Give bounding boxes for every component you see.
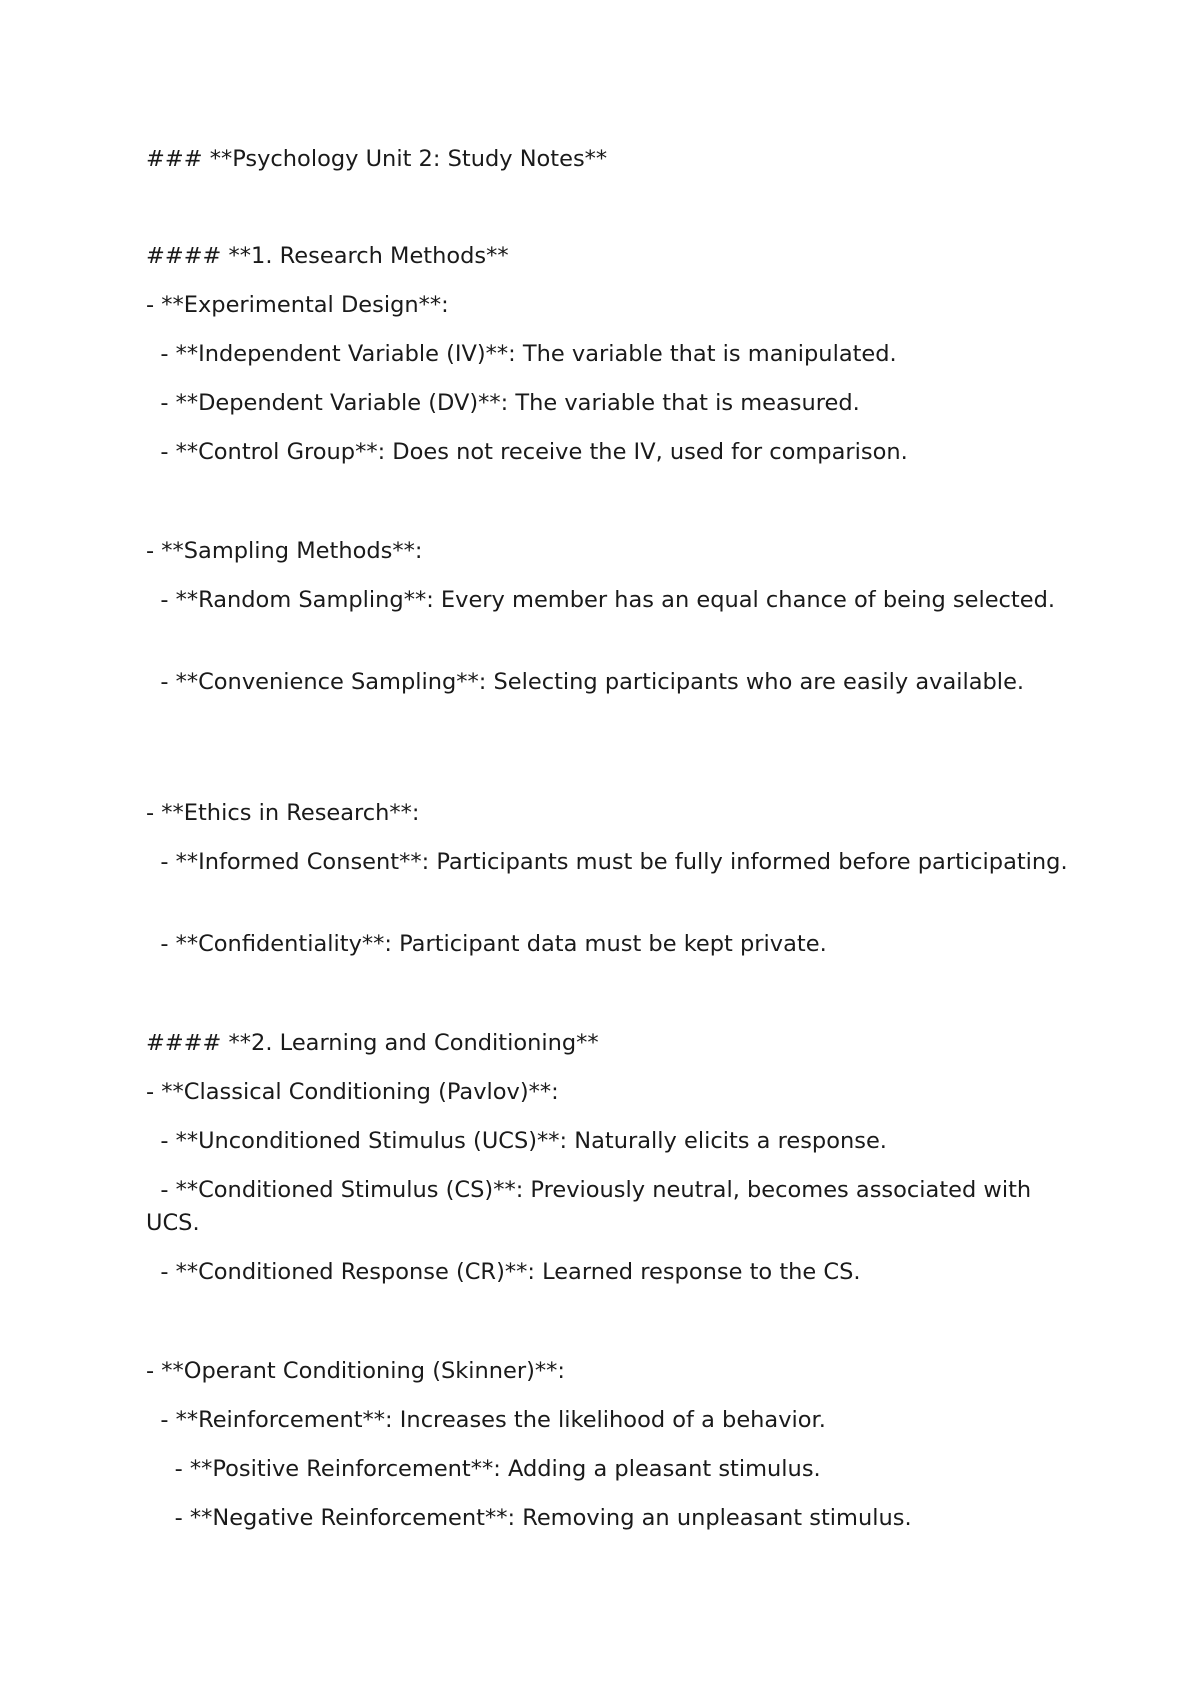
list-item: - **Confidentiality**: Participant data must be kept private. (146, 931, 827, 957)
list-item: - **Positive Reinforcement**: Adding a pleasant stimulus. (146, 1456, 821, 1482)
list-item: - **Dependent Variable (DV)**: The variable that is measured. (146, 390, 860, 416)
list-item: - **Independent Variable (IV)**: The variable that is manipulated. (146, 341, 897, 367)
list-item: - **Conditioned Response (CR)**: Learned response to the CS. (146, 1259, 861, 1285)
list-item: - **Unconditioned Stimulus (UCS)**: Naturally elicits a response. (146, 1128, 887, 1154)
list-item: - **Convenience Sampling**: Selecting participants who are easily available. (146, 669, 1025, 695)
list-item: - **Conditioned Stimulus (CS)**: Previously neutral, becomes associated with UCS. (146, 1177, 1039, 1236)
section-heading-research-methods: #### **1. Research Methods** (146, 243, 509, 269)
list-item: - **Classical Conditioning (Pavlov)**: (146, 1079, 559, 1105)
list-item: - **Experimental Design**: (146, 292, 449, 318)
list-item: - **Sampling Methods**: (146, 538, 423, 564)
list-item: - **Ethics in Research**: (146, 800, 420, 826)
list-item: - **Negative Reinforcement**: Removing an unpleasant stimulus. (146, 1505, 912, 1531)
list-item: - **Operant Conditioning (Skinner)**: (146, 1358, 566, 1384)
document-title: ### **Psychology Unit 2: Study Notes** (146, 146, 608, 172)
list-item: - **Reinforcement**: Increases the likelihood of a behavior. (146, 1407, 826, 1433)
list-item: - **Random Sampling**: Every member has an equal chance of being selected. (146, 587, 1056, 613)
list-item: - **Control Group**: Does not receive the IV, used for comparison. (146, 439, 908, 465)
section-heading-learning-conditioning: #### **2. Learning and Conditioning** (146, 1030, 599, 1056)
list-item: - **Informed Consent**: Participants must be fully informed before participating. (146, 849, 1068, 875)
